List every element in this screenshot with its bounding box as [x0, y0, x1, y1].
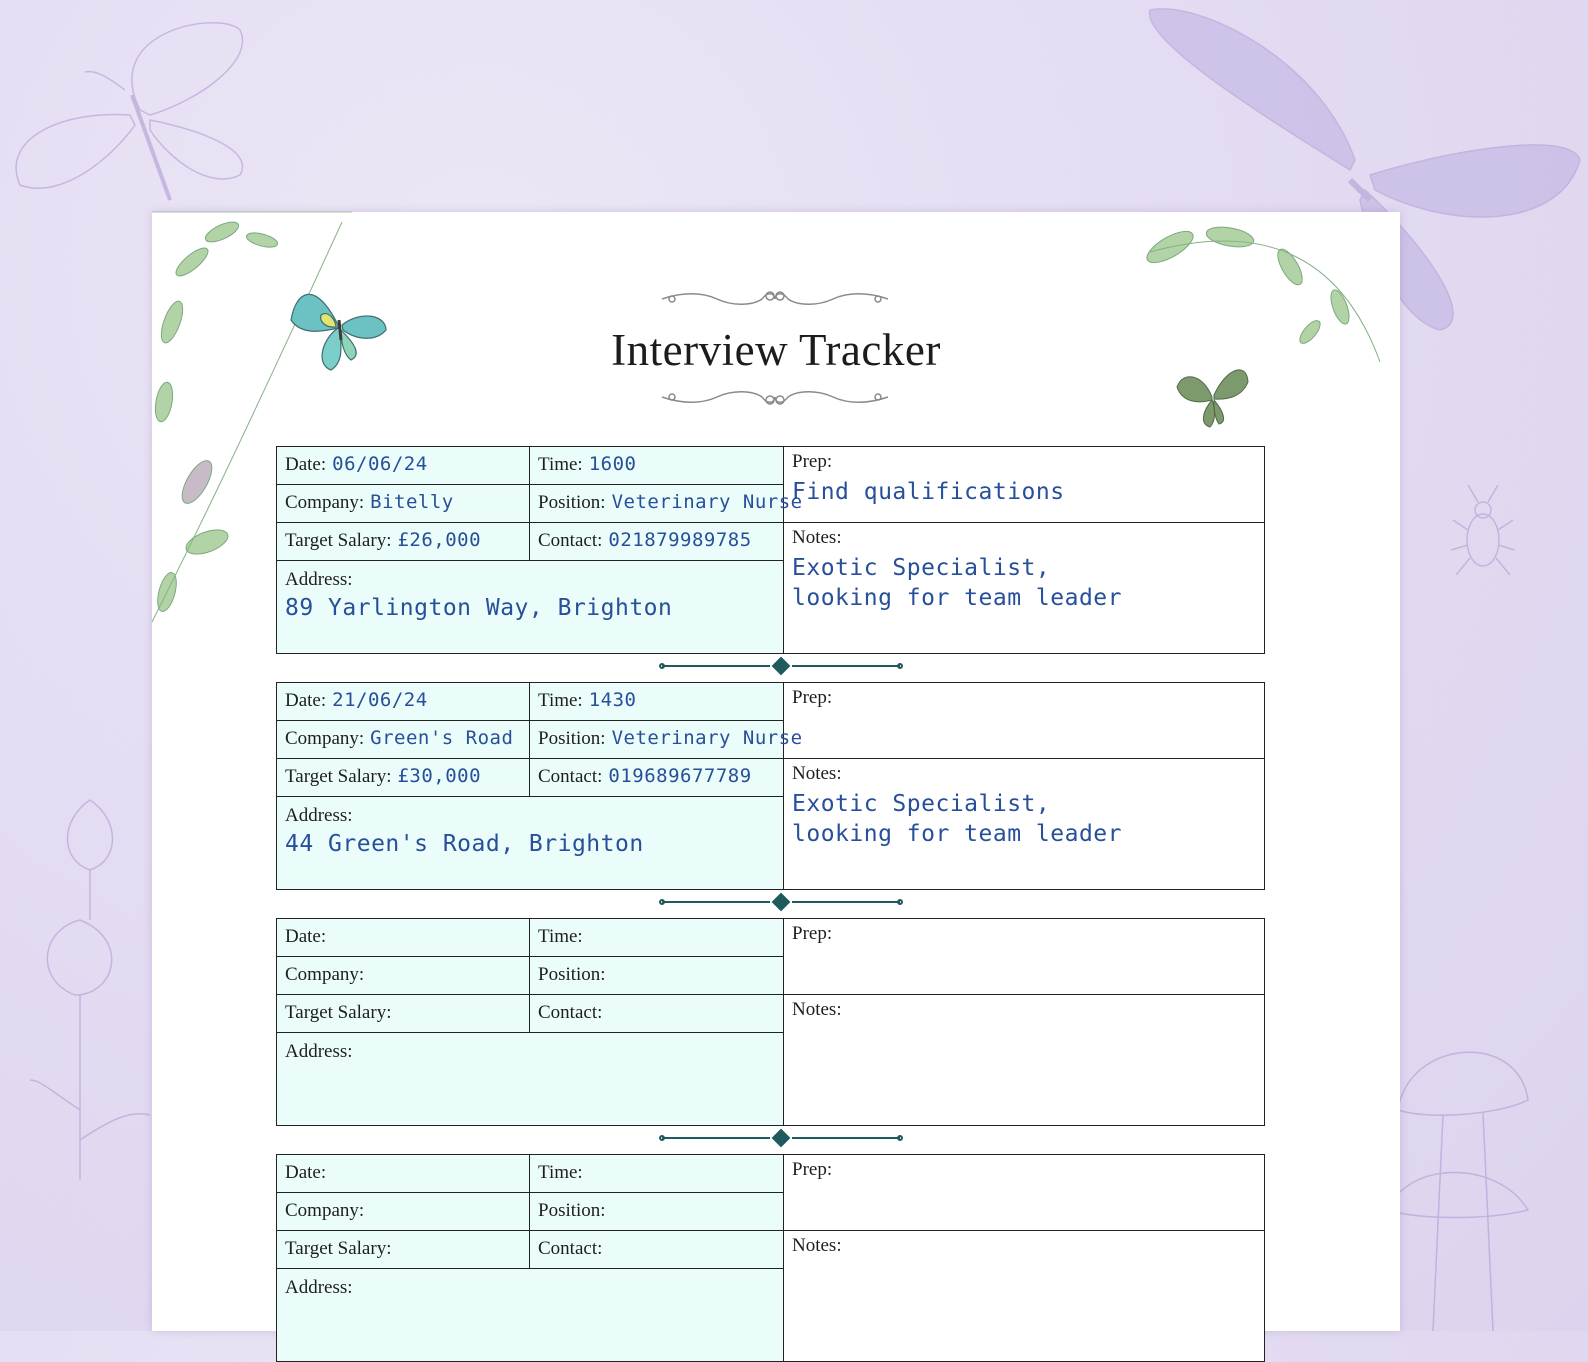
prep-field[interactable]: Prep:	[784, 683, 1265, 759]
moth-illustration-left	[0, 0, 300, 240]
mushroom-illustration	[1388, 1020, 1538, 1331]
company-field[interactable]: Company: Green's Road	[277, 721, 530, 759]
notes-field[interactable]: Notes:	[784, 995, 1265, 1126]
flower-illustration	[20, 780, 160, 1180]
contact-field[interactable]: Contact:	[530, 1231, 784, 1269]
position-field[interactable]: Position:	[530, 1193, 784, 1231]
flourish-ornament-bottom	[662, 386, 888, 408]
position-field[interactable]: Position:	[530, 957, 784, 995]
target-salary-field[interactable]: Target Salary:	[277, 995, 530, 1033]
position-field[interactable]: Position: Veterinary Nurse	[530, 721, 784, 759]
interview-entry	[276, 1154, 1264, 1362]
interview-entry	[276, 682, 1264, 890]
interview-entry	[276, 918, 1264, 1126]
date-field[interactable]: Date: 21/06/24	[277, 683, 530, 721]
time-field[interactable]: Time: 1430	[530, 683, 784, 721]
notes-field[interactable]: Notes: Exotic Specialist, looking for team leader	[784, 523, 1265, 654]
interview-entry	[276, 446, 1264, 654]
time-field[interactable]: Time:	[530, 919, 784, 957]
time-field[interactable]: Time: 1600	[530, 447, 784, 485]
diamond-divider	[658, 1130, 904, 1146]
flourish-ornament-top	[662, 288, 888, 310]
diamond-divider	[658, 658, 904, 674]
address-field[interactable]: Address: 44 Green's Road, Brighton	[277, 797, 784, 890]
time-field[interactable]: Time:	[530, 1155, 784, 1193]
contact-field[interactable]: Contact:	[530, 995, 784, 1033]
position-field[interactable]: Position: Veterinary Nurse	[530, 485, 784, 523]
company-field[interactable]: Company:	[277, 1193, 530, 1231]
address-field[interactable]: Address: 89 Yarlington Way, Brighton	[277, 561, 784, 654]
company-field[interactable]: Company: Bitelly	[277, 485, 530, 523]
notes-field[interactable]: Notes:	[784, 1231, 1265, 1362]
contact-field[interactable]: Contact: 021879989785	[530, 523, 784, 561]
page-title: Interview Tracker	[611, 325, 941, 375]
company-field[interactable]: Company:	[277, 957, 530, 995]
notes-field[interactable]: Notes: Exotic Specialist, looking for team leader	[784, 759, 1265, 890]
prep-field[interactable]: Prep:	[784, 919, 1265, 995]
target-salary-field[interactable]: Target Salary:	[277, 1231, 530, 1269]
prep-field[interactable]: Prep: Find qualifications	[784, 447, 1265, 523]
date-field[interactable]: Date:	[277, 1155, 530, 1193]
address-field[interactable]: Address:	[277, 1033, 784, 1126]
diamond-divider	[658, 894, 904, 910]
date-field[interactable]: Date: 06/06/24	[277, 447, 530, 485]
worksheet-page	[152, 212, 1400, 1331]
contact-field[interactable]: Contact: 019689677789	[530, 759, 784, 797]
target-salary-field[interactable]: Target Salary: £30,000	[277, 759, 530, 797]
target-salary-field[interactable]: Target Salary: £26,000	[277, 523, 530, 561]
beetle-illustration	[1448, 480, 1518, 590]
prep-field[interactable]: Prep:	[784, 1155, 1265, 1231]
date-field[interactable]: Date:	[277, 919, 530, 957]
address-field[interactable]: Address:	[277, 1269, 784, 1362]
